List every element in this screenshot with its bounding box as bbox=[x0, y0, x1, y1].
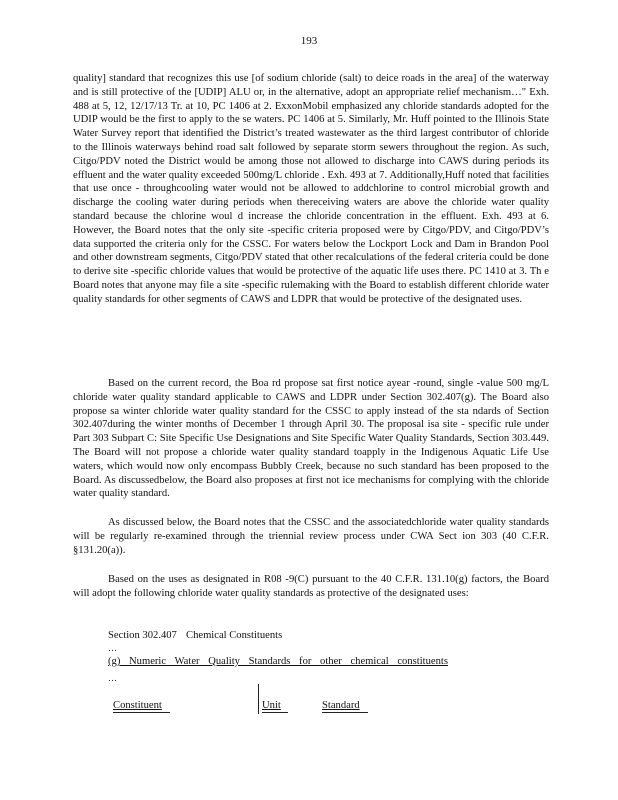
paragraph-4 bbox=[73, 573, 549, 601]
excerpt-subsection-text: (g) Numeric Water Quality Standards for other chemical constituents bbox=[108, 656, 448, 667]
paragraph-3-text: As discussed below, the Board notes that the CSSC and the associatedchloride water quality standards will be regularly re-examined through the triennial review process under CWA Sect ion 303 (40 C.F.R. §131.20(a)). bbox=[73, 517, 549, 556]
paragraph-2 bbox=[73, 377, 549, 501]
excerpt-section-number: Section 302.407 bbox=[108, 630, 177, 641]
paragraph-4-text: Based on the uses as designated in R08 -9(C) pursuant to the 40 C.F.R. 131.10(g) factors, the Board will adopt the following chloride water quality standards as protective of the designated uses: bbox=[73, 574, 549, 599]
paragraph-1 bbox=[73, 72, 549, 307]
table-header-constituent-underline bbox=[113, 712, 170, 713]
table-header-standard-label: Standard bbox=[322, 700, 360, 711]
table-header-unit-underline bbox=[262, 712, 288, 713]
table-column-divider bbox=[258, 684, 259, 714]
paragraph-3 bbox=[73, 516, 549, 557]
excerpt-ellipsis-2: … bbox=[108, 673, 117, 683]
table-header-constituent bbox=[113, 699, 162, 713]
paragraph-1-text: quality] standard that recognizes this use [of sodium chloride (salt) to deice roads in the area] of the waterway and is still protective of the [UDIP] ALU or, in the alternative, adopt an appropriate relief mechanism…" Exh. 488 at 5, 12, 12/17/13 Tr. at 10, PC 1406 at 2. ExxonMobil emphasized any chloride standards adopted for the UDIP would be the first to apply to the se waters. PC 1406 at 5. Similarly, Mr. Huff pointed to the Illinois State Water Survey report that identified the District’s treated wastewater as the third largest contributor of chloride to the Illinois waterways behind road salt followed by separate storm sewers throughout the region. As such, Citgo/PDV noted the District would be among those not allowed to discharge into CAWS during periods its effluent and the water quality exceeded 500mg/L chloride . Exh. 493 at 7. Additionally,Huff noted that facilities that use once - throughcooling water would not be allowed to addchlorine to control microbial growth and discharge the cooling water during periods when thereceiving waters are above the chloride water quality standard because the chlorine woul d increase the chloride concentration in the effluent. Exh. 493 at 6. However, the Board notes that the only site -specific criteria proposed were by Citgo/PDV, and Citgo/PDV’s data supported the criteria only for the CSSC. For waters below the Lockport Lock and Dam in Brandon Pool and other downstream segments, Citgo/PDV stated that other recalculations of the federal criteria could be done to derive site -specific chloride values that would be protective of the aquatic life uses there. PC 1410 at 3. Th e Board notes that anyone may file a site -specific rulemaking with the Board to establish different chloride water quality standards for other segments of CAWS and LDPR that would be protective of the designated uses. bbox=[73, 73, 549, 305]
excerpt-subsection bbox=[108, 655, 528, 669]
table-header-unit-label: Unit bbox=[262, 700, 281, 711]
excerpt-section-heading bbox=[108, 629, 528, 643]
page-number: 193 bbox=[300, 35, 318, 47]
table-header-standard bbox=[322, 699, 360, 713]
table-header-standard-underline bbox=[322, 712, 368, 713]
excerpt-section-title: Chemical Constituents bbox=[186, 630, 283, 641]
table-header-constituent-label: Constituent bbox=[113, 700, 162, 711]
excerpt-ellipsis-1: … bbox=[108, 643, 117, 653]
table-header-unit bbox=[262, 699, 281, 713]
paragraph-2-text: Based on the current record, the Boa rd propose sat first notice ayear -round, single -value 500 mg/L chloride water quality standard applicable to CAWS and LDPR under Section 302.407(g). The Board also propose sa winter chloride water quality standard for the CSSC to apply instead of the sta ndards of Section 302.407during the winter months of December 1 through April 30. The proposal isa site - specific rule under Part 303 Subpart C: Site Specific Use Designations and Site Specific Water Quality Standards, Section 303.449. The Board will not propose a chloride water quality standard toapply in the Indigenous Aquatic Life Use waters, which would now only encompass Bubbly Creek, because no such standard has been proposed to the Board. As discussedbelow, the Board also proposes at first not ice mechanisms for complying with the chloride water quality standard. bbox=[73, 378, 549, 500]
